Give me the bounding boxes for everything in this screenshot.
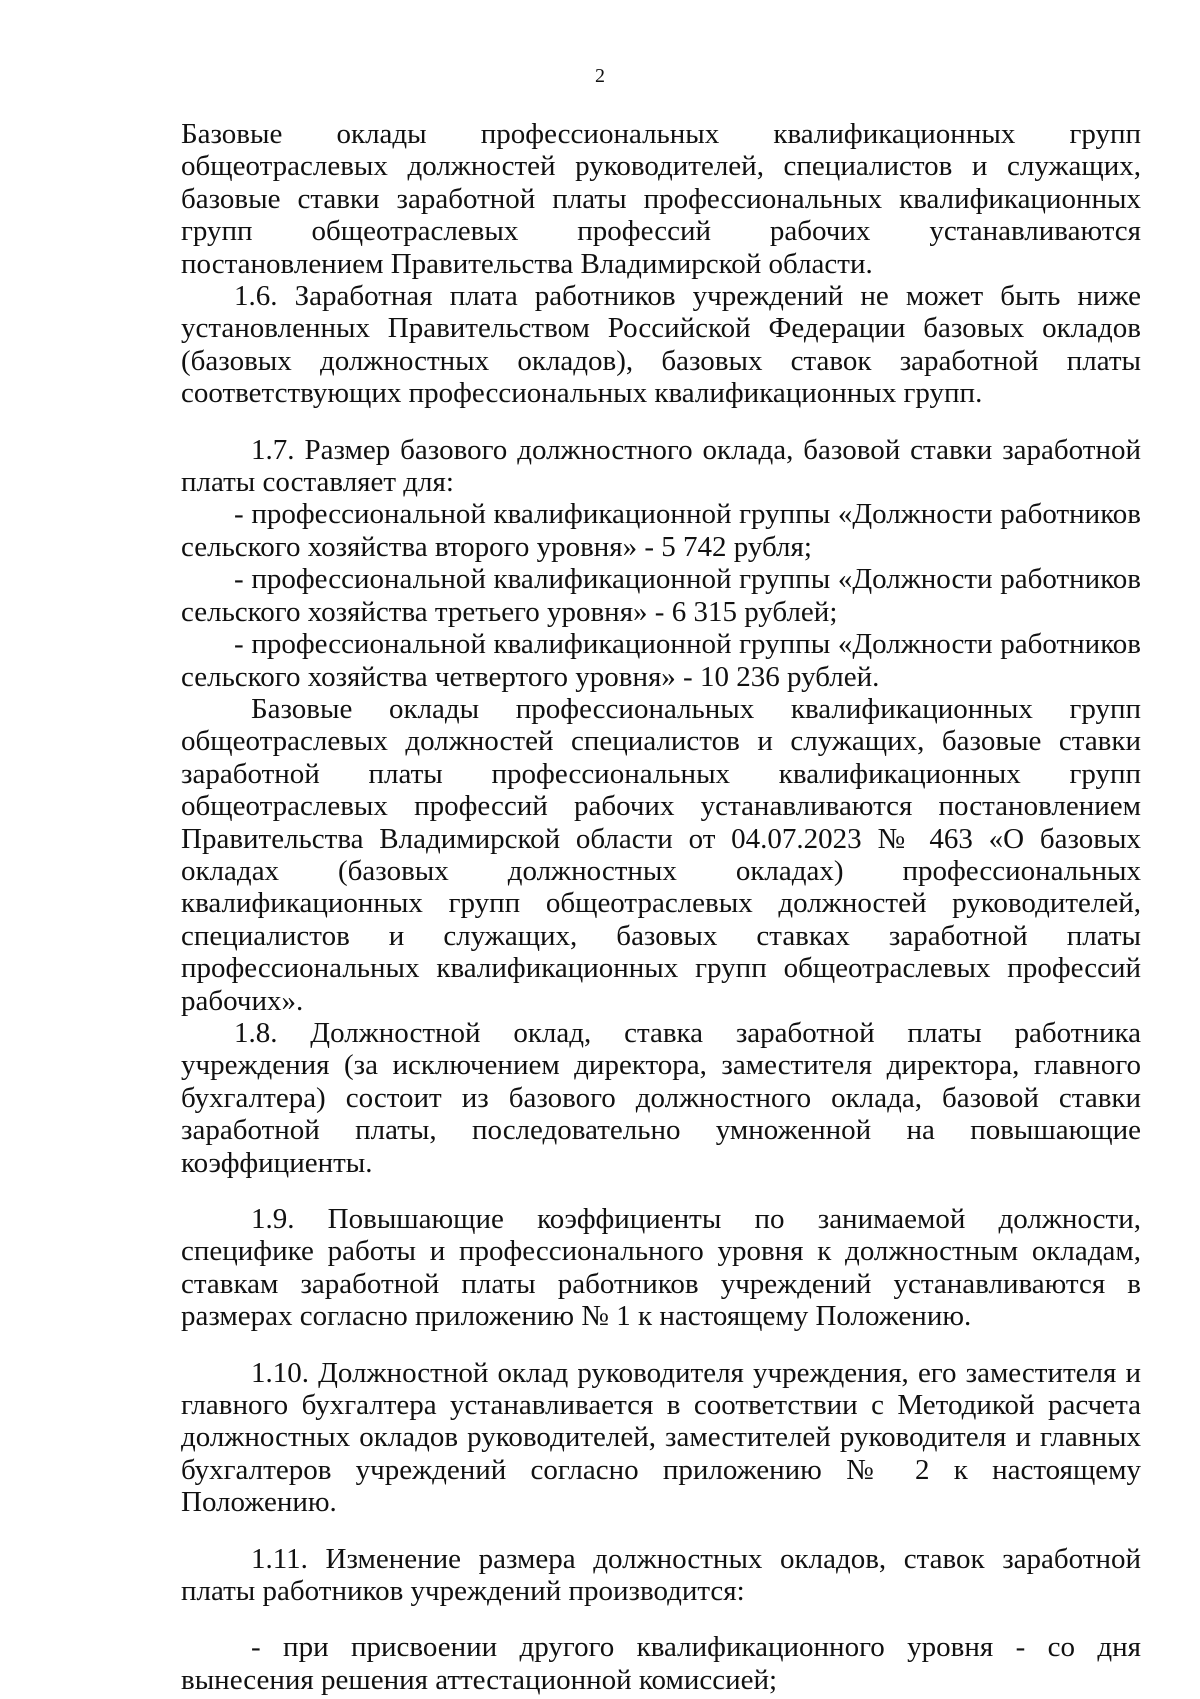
paragraph-1-6: 1.6. Заработная плата работников учреждений не может быть ниже установленных Правительством Российской Федерации базовых окладов (базовых должностных окладов), базовых ставок заработной платы соответствующих профессиональных квалификационных групп. [181,280,1141,410]
paragraph-1-11: 1.11. Изменение размера должностных окладов, ставок заработной платы работников учреждений производится: [181,1542,1141,1608]
document-body [181,118,1141,1696]
paragraph-base-salaries-resolution: Базовые оклады профессиональных квалификационных групп общеотраслевых должностей специалистов и служащих, базовые ставки заработной платы профессиональных квалификационных групп общеотраслевых профессий рабочих устанавливаются постановлением Правительства Владимирской области от 04.07.2023 № 463 «О базовых окладах (базовых должностных окладах) профессиональных квалификационных групп общеотраслевых должностей руководителей, специалистов и служащих, базовых ставках заработной платы профессиональных квалификационных групп общеотраслевых профессий рабочих». [181,692,1141,1017]
list-item-qualification-level: - при присвоении другого квалификационного уровня - со дня вынесения решения аттестационной комиссией; [181,1631,1141,1696]
paragraph-1-10: 1.10. Должностной оклад руководителя учреждения, его заместителя и главного бухгалтера устанавливается в соответствии с Методикой расчета должностных окладов руководителей, заместителей руководителя и главных бухгалтеров учреждений согласно приложению № 2 к настоящему Положению. [181,1356,1141,1519]
paragraph-base-salaries-intro: Базовые оклады профессиональных квалификационных групп общеотраслевых должностей руководителей, специалистов и служащих, базовые ставки заработной платы профессиональных квалификационных групп общеотраслевых профессий рабочих устанавливаются постановлением Правительства Владимирской области. [181,118,1141,280]
paragraph-1-7: 1.7. Размер базового должностного оклада, базовой ставки заработной платы составляет для: [181,433,1141,499]
paragraph-1-9: 1.9. Повышающие коэффициенты по занимаемой должности, специфике работы и профессионального уровня к должностным окладам, ставкам заработной платы работников учреждений устанавливаются в размерах согласно приложению № 1 к настоящему Положению. [181,1203,1141,1333]
list-item-fourth-level: - профессиональной квалификационной группы «Должности работников сельского хозяйства четвертого уровня» - 10 236 рублей. [181,628,1141,693]
paragraph-1-8: 1.8. Должностной оклад, ставка заработной платы работника учреждения (за исключением директора, заместителя директора, главного бухгалтера) состоит из базового должностного оклада, базовой ставки заработной платы, последовательно умноженной на повышающие коэффициенты. [181,1016,1141,1179]
list-item-third-level: - профессиональной квалификационной группы «Должности работников сельского хозяйства третьего уровня» - 6 315 рублей; [181,563,1141,628]
list-item-second-level: - профессиональной квалификационной группы «Должности работников сельского хозяйства второго уровня» - 5 742 рубля; [181,498,1141,563]
page-number: 2 [595,65,605,87]
